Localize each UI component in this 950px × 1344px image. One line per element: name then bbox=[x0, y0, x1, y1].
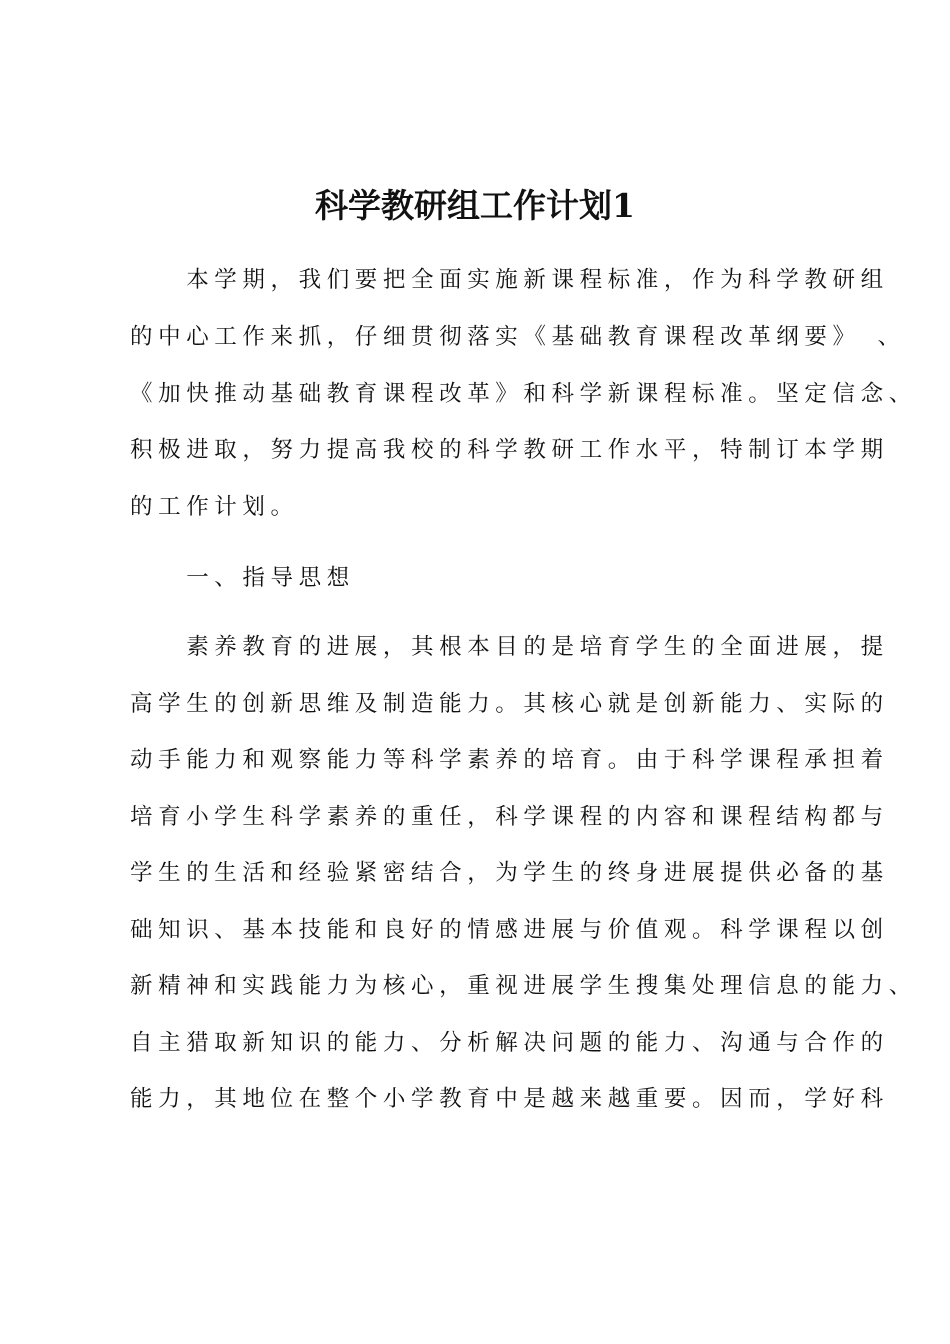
document-title: 科学教研组工作计划1 bbox=[315, 186, 635, 225]
paragraph-line: 的工作计划。 bbox=[130, 494, 299, 520]
paragraph-line: 高学生的创新思维及制造能力。其核心就是创新能力、实际的 bbox=[130, 691, 889, 717]
section-heading: 一、指导思想 bbox=[130, 565, 355, 591]
paragraph-line: 学生的生活和经验紧密结合，为学生的终身进展提供必备的基 bbox=[130, 860, 889, 886]
paragraph-line: 本学期，我们要把全面实施新课程标准，作为科学教研组 bbox=[130, 267, 889, 293]
paragraph-line: 能力，其地位在整个小学教育中是越来越重要。因而，学好科 bbox=[130, 1086, 889, 1112]
paragraph-line: 动手能力和观察能力等科学素养的培育。由于科学课程承担着 bbox=[130, 747, 889, 773]
paragraph-line: 《加快推动基础教育课程改革》和科学新课程标准。坚定信念、 bbox=[130, 381, 917, 407]
paragraph-line: 的中心工作来抓，仔细贯彻落实《基础教育课程改革纲要》 、 bbox=[130, 324, 906, 350]
paragraph-line: 培育小学生科学素养的重任，科学课程的内容和课程结构都与 bbox=[130, 804, 889, 830]
paragraph-line: 新精神和实践能力为核心，重视进展学生搜集处理信息的能力、 bbox=[130, 973, 917, 999]
paragraph-line: 础知识、基本技能和良好的情感进展与价值观。科学课程以创 bbox=[130, 917, 889, 943]
paragraph-line: 积极进取，努力提高我校的科学教研工作水平，特制订本学期 bbox=[130, 437, 889, 463]
paragraph-line: 素养教育的进展，其根本目的是培育学生的全面进展，提 bbox=[130, 634, 889, 660]
paragraph-line: 自主猎取新知识的能力、分析解决问题的能力、沟通与合作的 bbox=[130, 1030, 889, 1056]
